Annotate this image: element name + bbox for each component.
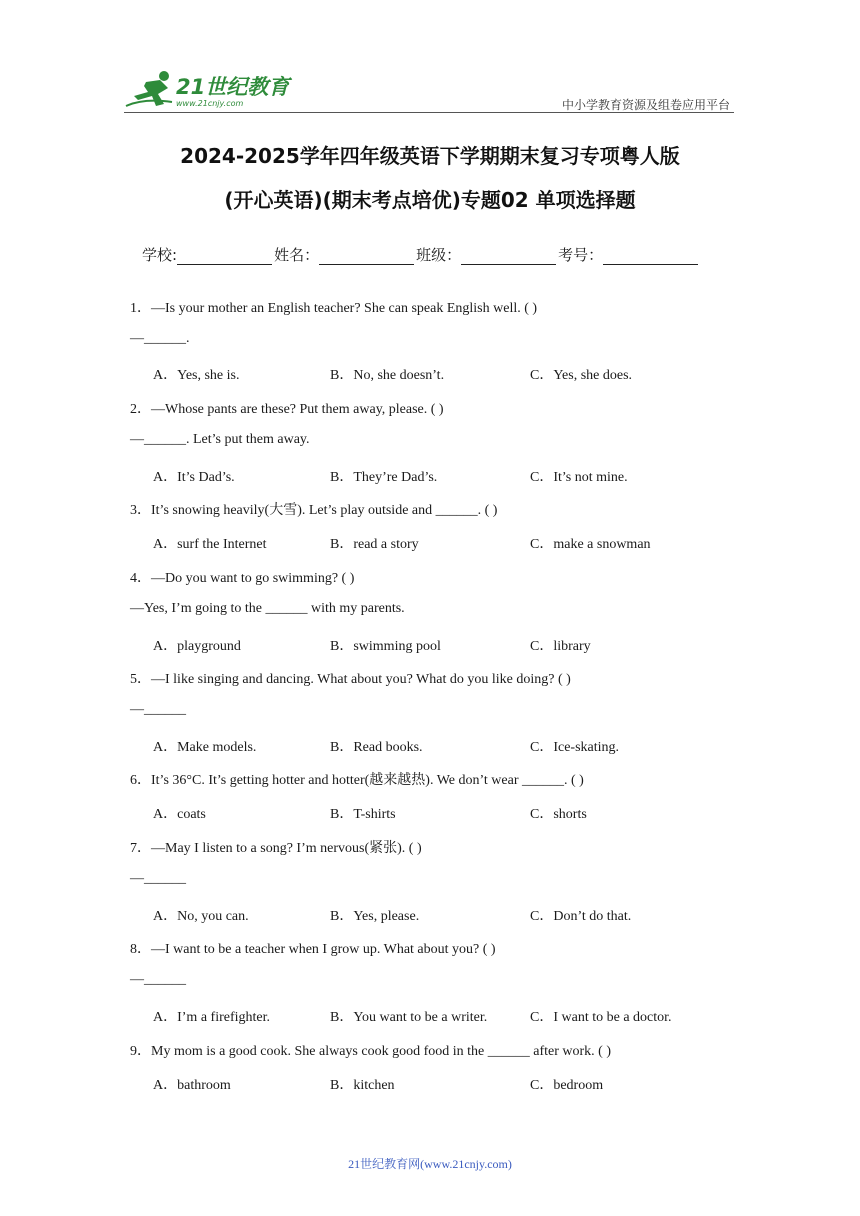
page-title: 2024-2025学年四年级英语下学期期末复习专项粤人版 [180, 144, 680, 168]
answer-option[interactable]: A．bathroom [153, 1078, 231, 1093]
answer-option[interactable]: A．playground [153, 639, 241, 654]
student-info-row [142, 244, 700, 265]
answer-option[interactable]: C．bedroom [530, 1078, 604, 1093]
answer-option[interactable]: C．Don’t do that. [530, 909, 632, 924]
answer-option[interactable]: B．Read books. [330, 740, 423, 755]
question-stem: 8．—I want to be a teacher when I grow up. What about you? ( ) [130, 942, 496, 957]
question-stem: 6．It’s 36°C. It’s getting hotter and hotter(越来越热). We don’t wear ______. ( ) [130, 773, 584, 788]
answer-option[interactable]: A．No, you can. [153, 909, 249, 924]
question-stem: 9．My mom is a good cook. She always cook good food in the ______ after work. ( ) [130, 1044, 611, 1059]
answer-option[interactable]: C．library [530, 639, 591, 654]
question-stem: 7．—May I listen to a song? I’m nervous(紧张). ( ) [130, 841, 422, 856]
answer-option[interactable]: B．You want to be a writer. [330, 1010, 488, 1025]
answer-option[interactable]: B．kitchen [330, 1078, 395, 1093]
class-label: 班级： [416, 246, 462, 264]
school-label: 学校: [142, 246, 178, 264]
runner-logo-icon [124, 68, 294, 112]
name-label: 姓名： [274, 246, 320, 264]
question-stem: 3．It’s snowing heavily(大雪). Let’s play outside and ______. ( ) [130, 503, 498, 518]
platform-label: 中小学教育资源及组卷应用平台 [561, 98, 730, 112]
answer-option[interactable]: A．coats [153, 807, 206, 822]
answer-option[interactable]: B．No, she doesn’t. [330, 368, 445, 383]
answer-option[interactable]: C．It’s not mine. [530, 470, 628, 485]
name-blank[interactable] [319, 248, 414, 265]
question-response-line: —______. [130, 331, 190, 346]
question-response-line: —______ [130, 972, 186, 987]
answer-option[interactable]: B．They’re Dad’s. [330, 470, 438, 485]
question-response-line: —______ [130, 871, 186, 886]
page-footer: 21世纪教育网(www.21cnjy.com) [348, 1157, 512, 1171]
answer-option[interactable]: A．Make models. [153, 740, 257, 755]
answer-option[interactable]: C．I want to be a doctor. [530, 1010, 672, 1025]
class-blank[interactable] [461, 248, 556, 265]
page-header [124, 66, 734, 113]
school-blank[interactable] [177, 248, 272, 265]
question-stem: 5．—I like singing and dancing. What about you? What do you like doing? ( ) [130, 672, 571, 687]
answer-option[interactable]: C．make a snowman [530, 537, 651, 552]
exam-number-blank[interactable] [603, 248, 698, 265]
question-stem: 1．—Is your mother an English teacher? She can speak English well. ( ) [130, 301, 538, 316]
question-response-line: —______. Let’s put them away. [130, 432, 310, 447]
question-stem: 2．—Whose pants are these? Put them away, please. ( ) [130, 402, 444, 417]
answer-option[interactable]: C．Ice-skating. [530, 740, 620, 755]
answer-option[interactable]: C．Yes, she does. [530, 368, 633, 383]
question-response-line: —Yes, I’m going to the ______ with my parents. [130, 601, 405, 616]
page-subtitle: (开心英语)(期末考点培优)专题02 单项选择题 [224, 188, 636, 212]
answer-option[interactable]: B．Yes, please. [330, 909, 420, 924]
svg-text:www.21cnjy.com: www.21cnjy.com [176, 99, 244, 108]
logo [124, 68, 294, 112]
exam-number-label: 考号： [558, 246, 604, 264]
answer-option[interactable]: C．shorts [530, 807, 587, 822]
answer-option[interactable]: B．swimming pool [330, 639, 441, 654]
svg-text:21世纪教育: 21世纪教育 [176, 75, 290, 99]
answer-option[interactable]: A．I’m a firefighter. [153, 1010, 271, 1025]
question-response-line: —______ [130, 702, 186, 717]
answer-option[interactable]: A．Yes, she is. [153, 368, 240, 383]
answer-option[interactable]: A．It’s Dad’s. [153, 470, 235, 485]
answer-option[interactable]: B．read a story [330, 537, 419, 552]
question-stem: 4．—Do you want to go swimming? ( ) [130, 571, 355, 586]
answer-option[interactable]: A．surf the Internet [153, 537, 267, 552]
answer-option[interactable]: B．T-shirts [330, 807, 396, 822]
